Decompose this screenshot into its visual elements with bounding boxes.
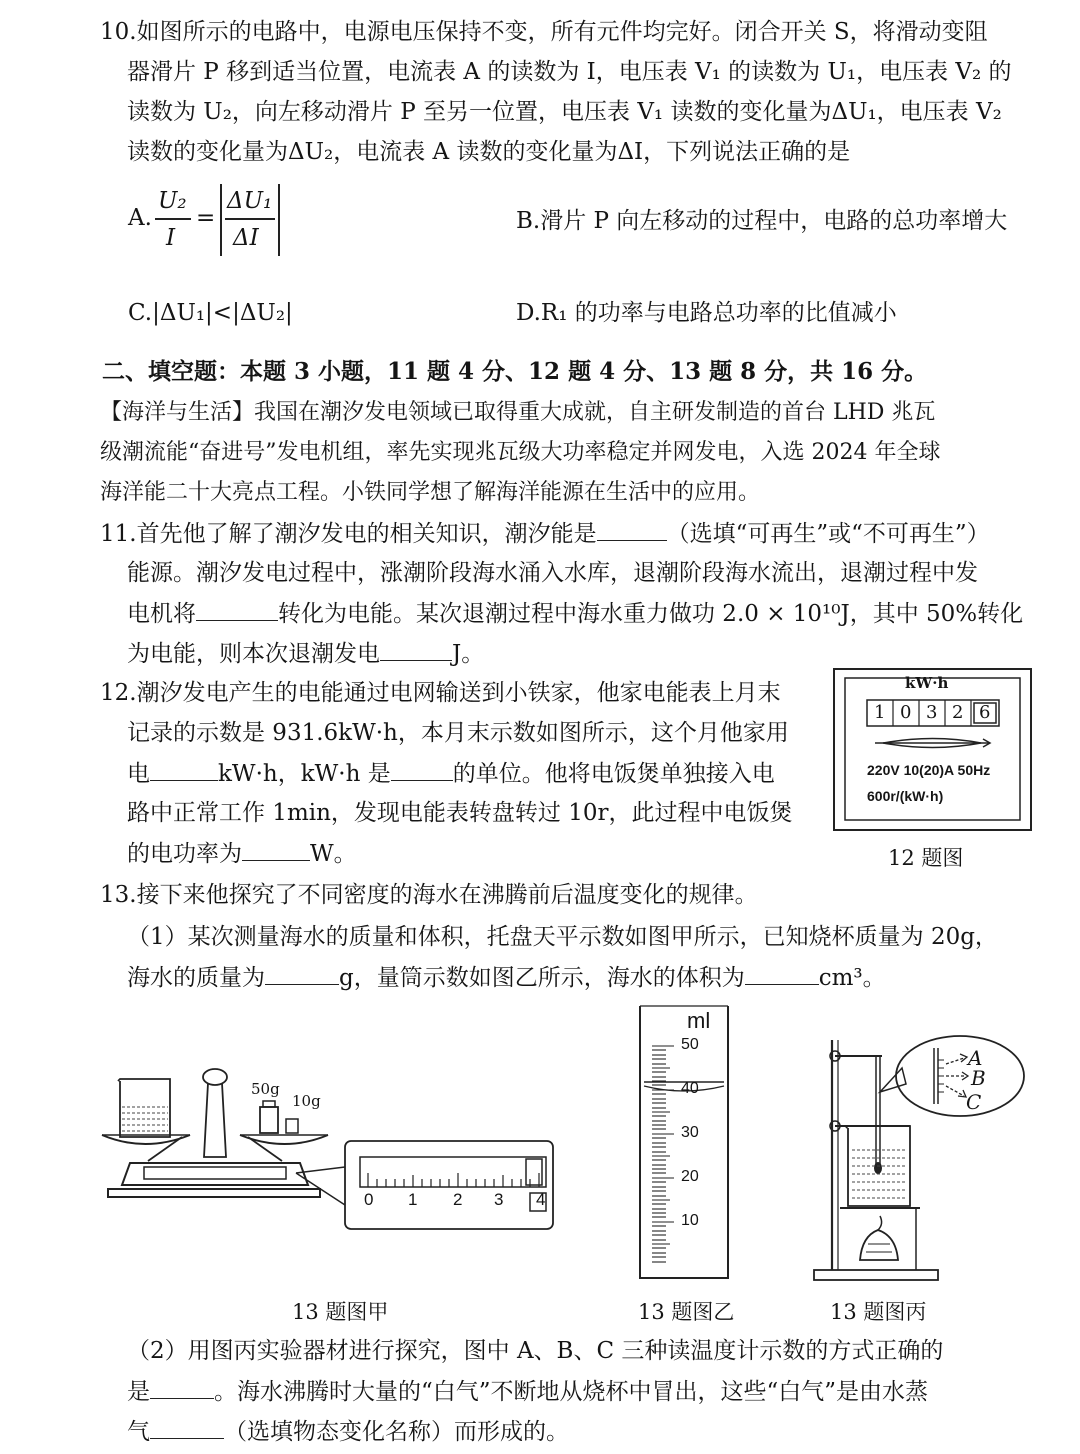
fraction-bar-right: [225, 218, 275, 220]
q10-line1: 10.如图所示的电路中，电源电压保持不变，所有元件均完好。闭合开关 S，将滑动变阻: [100, 19, 988, 45]
q12-line5: 的电功率为 W。: [127, 838, 357, 869]
q13-part2-line1: （2）用图丙实验器材进行探究，图中 A、B、C 三种读温度计示数的方式正确的: [127, 1338, 944, 1364]
boiling-apparatus-figure: [810, 1030, 1030, 1285]
option-a-right-numerator: ΔU₁: [227, 188, 273, 214]
option-b: B.滑片 P 向左移动的过程中，电路的总功率增大: [516, 208, 1008, 234]
q12-line1: 12.潮汐发电产生的电能通过电网输送到小铁家，他家电能表上月末: [100, 680, 781, 706]
meter-unit: kW·h: [905, 674, 949, 692]
answer-blank: [745, 962, 819, 985]
fig13-jia-caption: 13 题图甲: [292, 1300, 389, 1324]
q12-line2: 记录的示数是 931.6kW·h，本月末示数如图所示，这个月他家用: [127, 720, 789, 746]
cylinder-tick: 10: [681, 1212, 699, 1229]
answer-blank: [150, 1376, 214, 1399]
q13-part2-line2: 是 。海水沸腾时大量的“白气”不断地从烧杯中冒出，这些“白气”是由水蒸: [127, 1376, 928, 1407]
cylinder-unit: ml: [687, 1008, 711, 1033]
electric-meter-figure: [833, 668, 1032, 831]
abs-bar-left: [220, 184, 222, 256]
q12-line3: 电 kW·h，kW·h 是 的单位。他将电饭煲单独接入电: [127, 758, 775, 789]
option-a-denominator: I: [166, 225, 176, 251]
answer-blank: [391, 758, 453, 781]
fig13-bing-caption: 13 题图丙: [830, 1300, 927, 1324]
answer-blank: [380, 638, 452, 661]
meter-digit: 3: [926, 702, 938, 723]
option-a-equals: =: [196, 205, 216, 231]
scale-tick-4: 4: [536, 1190, 546, 1209]
q13-part1-line1: （1）某次测量海水的质量和体积，托盘天平示数如图甲所示，已知烧杯质量为 20g，: [127, 924, 998, 950]
scale-tick-1: 1: [408, 1190, 418, 1209]
answer-blank: [150, 758, 218, 781]
intro-line1: 【海洋与生活】我国在潮汐发电领域已取得重大成就，自主研发制造的首台 LHD 兆瓦: [100, 400, 936, 425]
answer-blank: [242, 838, 310, 861]
reading-option-a: A: [968, 1046, 983, 1070]
answer-blank: [265, 962, 339, 985]
balance-figure: [100, 1055, 560, 1235]
q10-line2: 器滑片 P 移到适当位置，电流表 A 的读数为 I，电压表 V₁ 的读数为 U₁，电压表 V₂ 的: [127, 59, 1012, 85]
q13-line1: 13.接下来他探究了不同密度的海水在沸腾前后温度变化的规律。: [100, 882, 758, 908]
q10-line4: 读数的变化量为ΔU₂，电流表 A 读数的变化量为ΔI，下列说法正确的是: [127, 139, 851, 165]
option-a-right-denominator: ΔI: [233, 225, 259, 251]
option-a-numerator: U₂: [158, 188, 187, 214]
meter-spec-voltage: 220V 10(20)A 50Hz: [867, 762, 991, 778]
meter-digit-decimal: 6: [979, 702, 991, 723]
q11-line3: 电机将 转化为电能。某次退潮过程中海水重力做功 2.0 × 10¹⁰J，其中 50%转化: [127, 598, 1023, 629]
q11-line2: 能源。潮汐发电过程中，涨潮阶段海水涌入水库，退潮阶段海水流出，退潮过程中发: [127, 560, 978, 586]
intro-line2: 级潮流能“奋进号”发电机组，率先实现兆瓦级大功率稳定并网发电，入选 2024 年全球: [100, 440, 941, 465]
cylinder-tick: 50: [681, 1036, 699, 1053]
meter-digit: 2: [952, 702, 964, 723]
q11-line4: 为电能，则本次退潮发电 J。: [127, 638, 484, 669]
fig12-caption: 12 题图: [888, 846, 964, 870]
fraction-bar: [155, 218, 191, 220]
section2-heading: 二、填空题：本题 3 小题，11 题 4 分、12 题 4 分、13 题 8 分，共 16 分。: [102, 358, 928, 385]
fig13-yi-caption: 13 题图乙: [638, 1300, 735, 1324]
meter-frame: [833, 668, 1032, 831]
q13-part2-line3: 气 （选填物态变化名称）而形成的。: [127, 1416, 569, 1447]
q11-line1: 11.首先他了解了潮汐发电的相关知识，潮汐能是 （选填“可再生”或“不可再生”）: [100, 518, 990, 549]
scale-tick-3: 3: [494, 1190, 504, 1209]
option-c: C.|ΔU₁|<|ΔU₂|: [128, 300, 293, 326]
cylinder-tick: 20: [681, 1168, 699, 1185]
scale-tick-0: 0: [364, 1190, 374, 1209]
meter-digit: 1: [874, 702, 886, 723]
q13-part1-line2: 海水的质量为 g，量筒示数如图乙所示，海水的体积为 cm³。: [127, 962, 886, 993]
meter-digit: 0: [900, 702, 912, 723]
q10-line3: 读数为 U₂，向左移动滑片 P 至另一位置，电压表 V₁ 读数的变化量为ΔU₁，电压表 V₂: [127, 99, 1002, 125]
reading-option-c: C: [966, 1090, 982, 1114]
weight-50g-label: 50g: [251, 1080, 280, 1098]
q12-line4: 路中正常工作 1min，发现电能表转盘转过 10r，此过程中电饭煲: [127, 800, 793, 826]
answer-blank: [150, 1416, 224, 1439]
cylinder-tick: 30: [681, 1124, 699, 1141]
option-a-label: A.: [128, 205, 152, 231]
answer-blank: [196, 598, 278, 621]
meter-spec-revolutions: 600r/(kW·h): [867, 788, 944, 804]
abs-bar-right: [278, 184, 280, 256]
scale-tick-2: 2: [453, 1190, 463, 1209]
option-d: D.R₁ 的功率与电路总功率的比值减小: [516, 300, 897, 326]
intro-line3: 海洋能二十大亮点工程。小铁同学想了解海洋能源在生活中的应用。: [100, 480, 761, 505]
reading-option-b: B: [971, 1066, 986, 1090]
answer-blank: [597, 518, 667, 541]
weight-10g-label: 10g: [292, 1092, 321, 1110]
cylinder-tick: 40: [681, 1080, 699, 1097]
